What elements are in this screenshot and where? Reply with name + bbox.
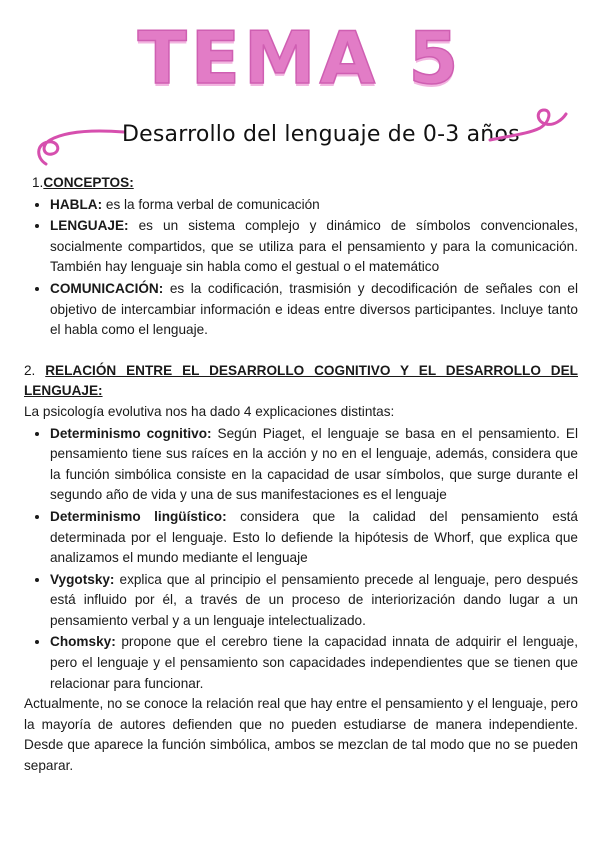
section1-heading: 1.CONCEPTOS: xyxy=(32,175,134,190)
list-item: • Determinismo lingüístico: considera que la calidad del pensamiento está determinada por el lenguaje. Esto lo defiende la hipótesis de Whorf, que explica que analizamos el mundo mediante el lenguaje xyxy=(50,506,578,569)
section2-list xyxy=(24,423,578,695)
list-item: • Determinismo cognitivo: Según Piaget, el lenguaje se basa en el pensamiento. El pensamiento tiene sus raíces en la acción y no en el lenguaje, además, considera que la función simbólica consiste en la capacidad de usar símbolos, que surge durante el segundo año de vida y una de sus manifestaciones es el lenguaje xyxy=(50,423,578,506)
section2-heading: 2. RELACIÓN ENTRE EL DESARROLLO COGNITIVO Y EL DESARROLLO DEL LENGUAJE: xyxy=(24,362,578,399)
subtitle-banner xyxy=(0,118,600,168)
section2-conclusion: Actualmente, no se conoce la relación real que hay entre el pensamiento y el lenguaje, pero la mayoría de autores defienden que no pueden estudiarse de manera independiente. Desde que aparece la función simbólica, ambos se mezclan de tal modo que no se pueden separar. xyxy=(24,696,578,774)
section2-intro: La psicología evolutiva nos ha dado 4 explicaciones distintas: xyxy=(24,403,395,419)
left-swirl-decoration xyxy=(28,118,128,168)
page-subtitle: Desarrollo del lenguaje de 0-3 años xyxy=(122,122,520,147)
document-body xyxy=(24,173,578,777)
right-swirl-decoration xyxy=(488,106,578,156)
list-item: • HABLA: es la forma verbal de comunicación xyxy=(50,194,578,216)
list-item: • LENGUAJE: es un sistema complejo y dinámico de símbolos convencionales, socialmente compartidos, que se utiliza para el pensamiento y para la comunicación. También hay lenguaje sin habla como el gestual o el matemático xyxy=(50,215,578,278)
list-item: • Vygotsky: explica que al principio el pensamiento precede al lenguaje, pero después está influido por él, a través de un proceso de interiorización dando lugar a un pensamiento verbal y a un lenguaje intelectualizado. xyxy=(50,569,578,632)
list-item: • COMUNICACIÓN: es la codificación, trasmisión y decodificación de señales con el objetivo de intercambiar información e ideas entre diversos participantes. Incluye tanto el habla como el lenguaje. xyxy=(50,278,578,341)
page-title: TEMA 5 xyxy=(137,16,463,100)
section1-list xyxy=(24,194,578,341)
list-item: • Chomsky: propone que el cerebro tiene la capacidad innata de adquirir el lenguaje, pero el lenguaje y el pensamiento son capacidades independientes que se tienen que relacionar para funcionar. xyxy=(50,631,578,694)
